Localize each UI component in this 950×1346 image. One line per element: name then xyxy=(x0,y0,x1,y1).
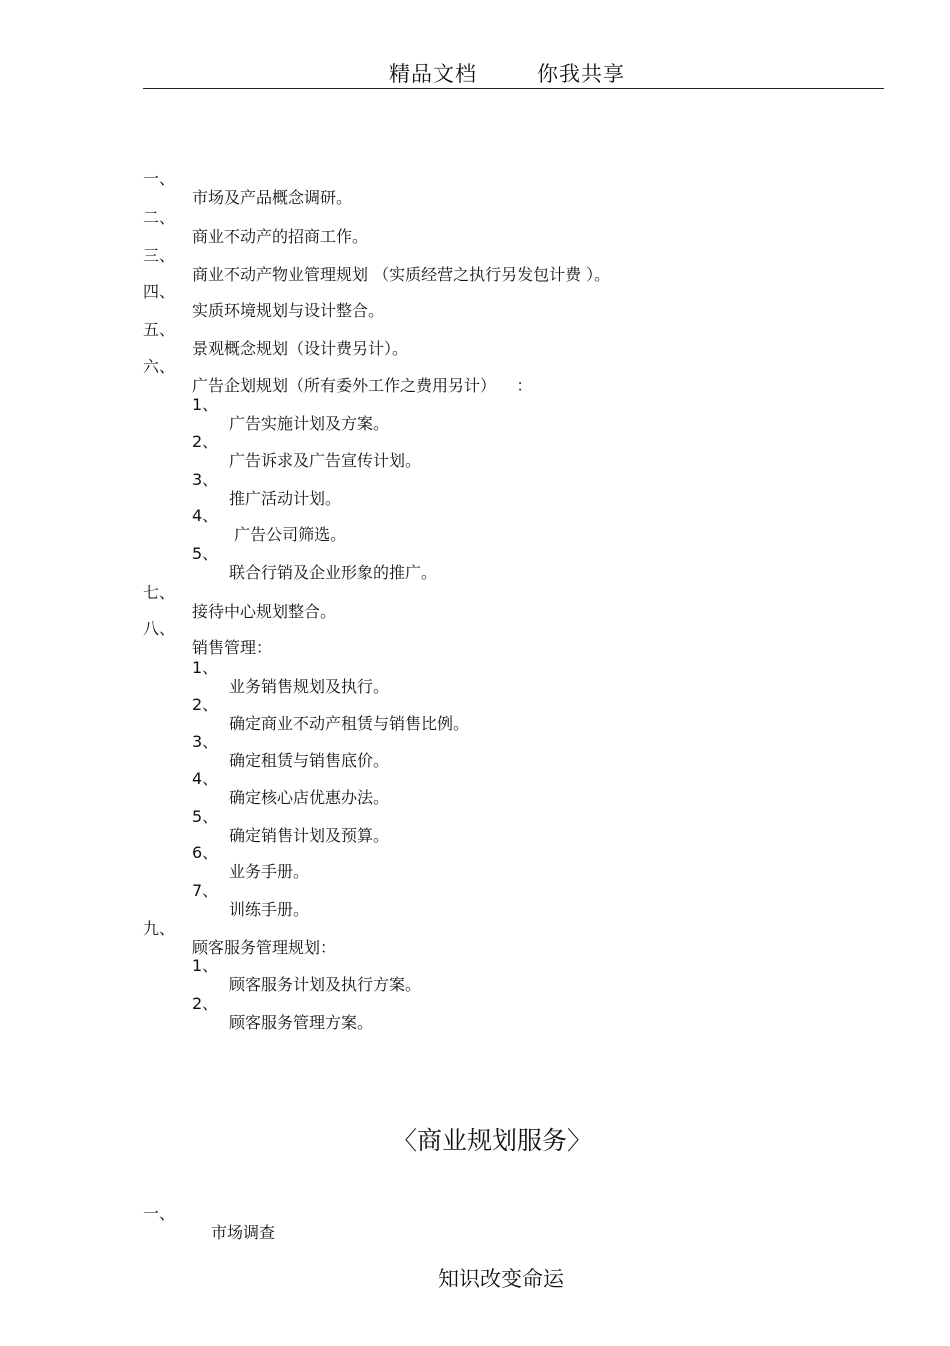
sub-list-item-text: 联合行销及企业形象的推广。 xyxy=(229,563,438,582)
sub-list-item-number: 4、 xyxy=(192,769,219,788)
sub-list-item-text: 广告实施计划及方案。 xyxy=(229,414,390,433)
sub-list-item-text: 训练手册。 xyxy=(229,900,310,919)
sub-list-item-text: 广告公司筛选。 xyxy=(229,525,347,544)
list-item-text: 商业不动产物业管理规划 （实质经营之执行另发包计费 ）。 xyxy=(192,265,611,284)
sub-list-item-number: 4、 xyxy=(192,506,219,525)
sub-list-item-number: 1、 xyxy=(192,956,219,975)
header-right-text: 你我共享 xyxy=(537,62,625,86)
list-item-number: 一、 xyxy=(143,169,176,188)
list-item-text: 销售管理： xyxy=(192,638,273,657)
list-item-text: 市场及产品概念调研。 xyxy=(192,188,353,207)
list-item-number: 八、 xyxy=(143,619,176,638)
list-item-number: 九、 xyxy=(143,919,176,938)
section-title: 〈商业规划服务〉 xyxy=(392,1126,593,1155)
sub-list-item-text: 确定销售计划及预算。 xyxy=(229,826,390,845)
page-header xyxy=(143,54,884,89)
sub-list-item-text: 业务销售规划及执行。 xyxy=(229,677,390,696)
list-item-number: 四、 xyxy=(143,282,176,301)
sub-list-item-number: 1、 xyxy=(192,658,219,677)
sub-list-item-number: 7、 xyxy=(192,881,219,900)
sub-list-item-text: 推广活动计划。 xyxy=(229,489,342,508)
sub-list-item-text: 确定租赁与销售底价。 xyxy=(229,751,390,770)
sub-list-item-text: 确定核心店优惠办法。 xyxy=(229,788,390,807)
list-item-number: 七、 xyxy=(143,583,176,602)
sub-list-item-number: 3、 xyxy=(192,732,219,751)
sub-list-item-number: 2、 xyxy=(192,994,219,1013)
list-item-text: 商业不动产的招商工作。 xyxy=(192,227,369,246)
sub-list-item-number: 2、 xyxy=(192,695,219,714)
sub-list-item-number: 1、 xyxy=(192,395,219,414)
sub-list-item-text: 确定商业不动产租赁与销售比例。 xyxy=(229,714,470,733)
list-item-text: 接待中心规划整合。 xyxy=(192,602,337,621)
sub-list-item-number: 5、 xyxy=(192,807,219,826)
list-item-text: 顾客服务管理规划： xyxy=(192,938,337,957)
header-left-text: 精品文档 xyxy=(389,62,477,86)
section-list-item xyxy=(0,1182,276,1242)
list-item-number: 二、 xyxy=(143,208,176,227)
section-list-item-number: 一、 xyxy=(143,1204,176,1223)
list-item-text: 实质环境规划与设计整合。 xyxy=(192,301,385,320)
sub-list-item-number: 5、 xyxy=(192,544,219,563)
sub-list-item-text: 顾客服务管理方案。 xyxy=(229,1013,374,1032)
list-item-text: 广告企划规划（所有委外工作之费用另计） ： xyxy=(192,376,533,395)
section-list-item-text: 市场调查 xyxy=(211,1223,276,1242)
sub-list-item-text: 业务手册。 xyxy=(229,862,310,881)
list-item-number: 五、 xyxy=(143,320,176,339)
list-item-text: 景观概念规划（设计费另计）。 xyxy=(192,339,409,358)
sub-list-item-text: 顾客服务计划及执行方案。 xyxy=(229,975,422,994)
list-item-number: 六、 xyxy=(143,357,176,376)
sub-list-item-number: 6、 xyxy=(192,843,219,862)
sub-list-item-number: 2、 xyxy=(192,432,219,451)
sub-list-item-number: 3、 xyxy=(192,470,219,489)
page-footer: 知识改变命运 xyxy=(438,1267,564,1291)
sub-list-item-text: 广告诉求及广告宣传计划。 xyxy=(229,451,422,470)
list-item-number: 三、 xyxy=(143,246,176,265)
